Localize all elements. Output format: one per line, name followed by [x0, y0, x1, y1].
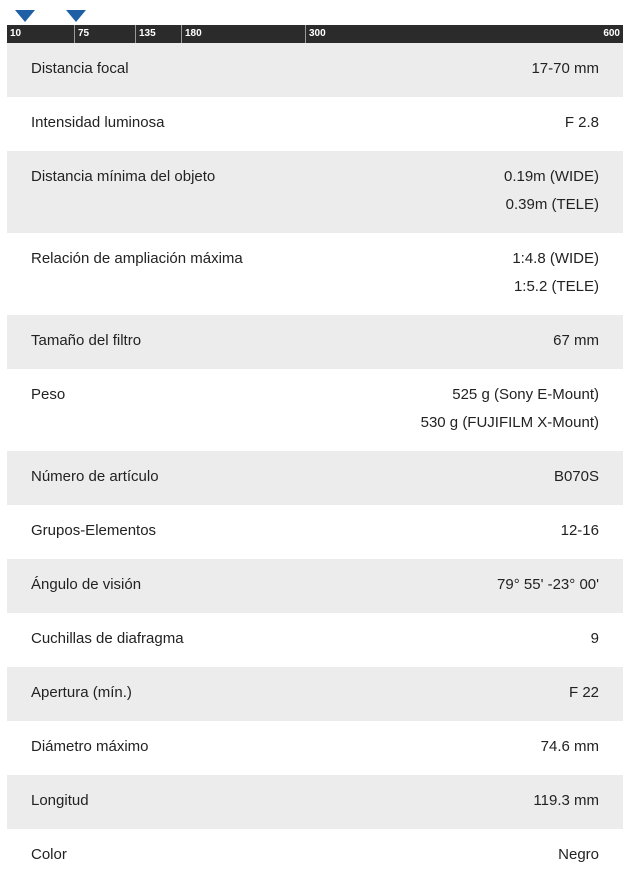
focal-length-bar	[7, 25, 623, 43]
spec-value	[541, 733, 599, 761]
spec-value-line: 74.6 mm	[540, 738, 599, 755]
spec-label: Apertura (mín.)	[31, 684, 132, 701]
spec-value-line: 1:4.8 (WIDE)	[512, 250, 599, 267]
spec-value-line: 0.19m (WIDE)	[503, 168, 599, 185]
spec-row	[7, 451, 623, 505]
wide-end-marker-icon	[15, 10, 35, 22]
spec-value	[569, 679, 599, 707]
spec-label: Distancia mínima del objeto	[31, 168, 216, 185]
spec-table	[7, 43, 623, 883]
spec-label: Ángulo de visión	[31, 576, 142, 593]
spec-value	[504, 163, 599, 219]
spec-label: Peso	[31, 386, 66, 403]
scale-tick-600: 600	[603, 28, 620, 39]
spec-value-line: 119.3 mm	[533, 792, 599, 809]
spec-value-line: 0.39m (TELE)	[505, 196, 599, 213]
focal-length-scale	[0, 0, 630, 44]
spec-label: Color	[31, 846, 67, 863]
spec-label: Longitud	[31, 792, 89, 809]
scale-tick-180: 180	[181, 25, 305, 43]
spec-value	[591, 625, 599, 653]
spec-row	[7, 151, 623, 233]
spec-label: Relación de ampliación máxima	[31, 250, 243, 267]
spec-value	[558, 841, 599, 869]
spec-value-line: B070S	[553, 468, 599, 485]
spec-row	[7, 775, 623, 829]
tele-end-marker-icon	[66, 10, 86, 22]
spec-row	[7, 559, 623, 613]
spec-row	[7, 97, 623, 151]
spec-value	[565, 109, 599, 137]
spec-label: Intensidad luminosa	[31, 114, 165, 131]
spec-value	[531, 55, 599, 83]
spec-value-line: 67 mm	[553, 332, 599, 349]
spec-row	[7, 369, 623, 451]
spec-row	[7, 721, 623, 775]
spec-row	[7, 233, 623, 315]
scale-tick-300: 300	[305, 25, 505, 43]
spec-value	[497, 571, 599, 599]
spec-label: Cuchillas de diafragma	[31, 630, 184, 647]
spec-value-line: 525 g (Sony E-Mount)	[452, 386, 599, 403]
spec-value	[561, 517, 599, 545]
scale-tick-135: 135	[135, 25, 181, 43]
spec-value-line: 12-16	[560, 522, 599, 539]
spec-value-line: F 22	[568, 684, 599, 701]
spec-row	[7, 829, 623, 883]
spec-label: Número de artículo	[31, 468, 159, 485]
spec-label: Distancia focal	[31, 60, 129, 77]
spec-row	[7, 505, 623, 559]
spec-row	[7, 43, 623, 97]
spec-value-line: Negro	[558, 846, 599, 863]
spec-value	[533, 787, 599, 815]
spec-value	[512, 245, 599, 301]
spec-value-line: 1:5.2 (TELE)	[513, 278, 599, 295]
spec-label: Grupos-Elementos	[31, 522, 157, 539]
spec-label: Tamaño del filtro	[31, 332, 142, 349]
spec-value	[421, 381, 599, 437]
spec-value-line: F 2.8	[564, 114, 599, 131]
spec-value-line: 17-70 mm	[531, 60, 599, 77]
scale-tick-75: 75	[74, 25, 135, 43]
spec-row	[7, 667, 623, 721]
spec-value	[553, 327, 599, 355]
spec-row	[7, 613, 623, 667]
scale-tick-10: 10	[10, 28, 22, 39]
spec-value	[554, 463, 599, 491]
spec-label: Diámetro máximo	[31, 738, 149, 755]
spec-value-line: 9	[590, 630, 599, 647]
spec-row	[7, 315, 623, 369]
spec-value-line: 530 g (FUJIFILM X-Mount)	[420, 414, 599, 431]
spec-value-line: 79° 55' -23° 00'	[497, 576, 599, 593]
